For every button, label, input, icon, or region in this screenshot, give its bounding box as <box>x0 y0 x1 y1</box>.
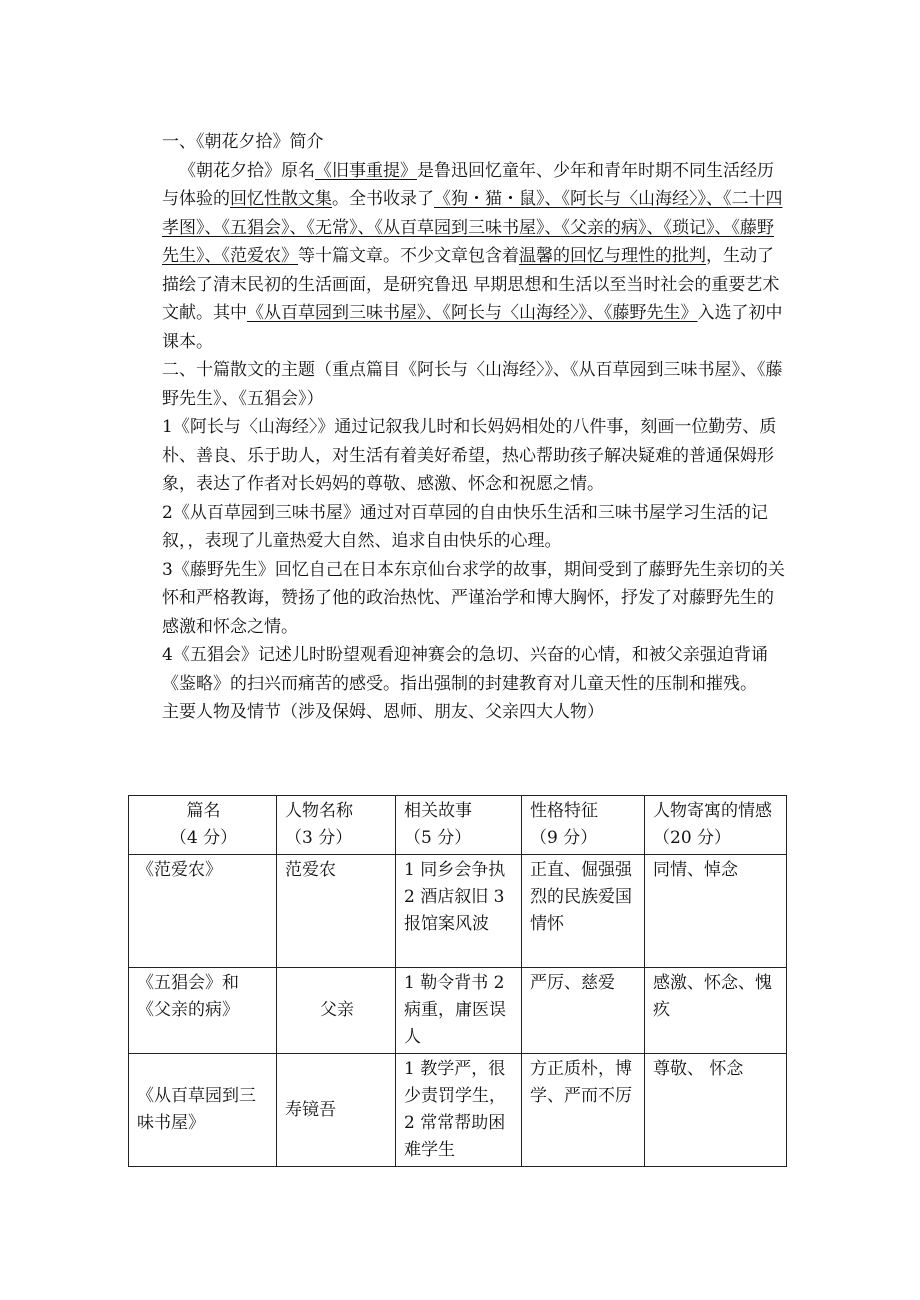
cell-title: 《五猖会》和《父亲的病》 <box>129 968 277 1054</box>
cell-traits: 严厉、慈爱 <box>522 968 645 1054</box>
intro-text-d: 等十篇文章。不少文章包含着 <box>298 246 519 266</box>
intro-text-b: 是鲁迅回忆童年、少年和青年时期不同生活经历与体验的 <box>162 160 774 209</box>
intro-text-a: 《朝花夕拾》原名 <box>179 160 315 181</box>
theme-item-3: 3《藤野先生》回忆自己在日本东京仙台求学的故事，期间受到了藤野先生亲切的关怀和严格教诲，赞扬了他的政治热忱、严谨治学和博大胸怀，抒发了对藤野先生的感激和怀念之情。 <box>162 559 785 637</box>
theme-item-4: 4《五猖会》记述儿时盼望观看迎神赛会的急切、兴奋的心情，和被父亲强迫背诵《鉴略》的扫兴而痛苦的感受。指出强制的封建教育对儿童天性的压制和摧残。 <box>162 645 768 694</box>
intro-text-f: 入选了初中课本。 <box>162 303 783 352</box>
cell-story: 1 同乡会争执 2 酒店叙旧 3 报馆案风波 <box>396 855 522 968</box>
textbook-essays-underlined: 《从百草园到三味书屋》、《阿长与〈山海经〉》、《藤野先生》 <box>247 303 698 323</box>
cell-traits: 方正质朴，博学、严而不厉 <box>522 1054 645 1167</box>
intro-text-e: ，生动了描绘了清末民初的生活画面，是研究鲁迅 早期思想和生活以至当时社会的重要艺术文献。其中 <box>162 246 780 323</box>
intro-paragraph <box>162 157 788 357</box>
characters-table <box>128 795 787 1167</box>
header-person: 人物名称 （3 分） <box>277 796 396 855</box>
cell-emotion: 同情、悼念 <box>645 855 787 968</box>
header-emotion: 人物寄寓的情感 （20 分） <box>645 796 787 855</box>
table-header-row <box>129 796 787 855</box>
essay-list-underlined: 《狗・猫・鼠》、《阿长与〈山海经〉》、《二十四孝图》、《五猖会》、《无常》、《从百草园到三味书屋》、《父亲的病》、《琐记》、《藤野先生》、《范爱农》 <box>162 189 783 266</box>
cell-person: 父亲 <box>277 968 396 1054</box>
header-story: 相关故事 （5 分） <box>396 796 522 855</box>
cell-story: 1 勒令背书 2 病重，庸医误人 <box>396 968 522 1054</box>
theme-item-1: 1《阿长与〈山海经〉》通过记叙我儿时和长妈妈相处的八件事，刻画一位勤劳、质朴、善良、乐于助人，对生活有着美好希望，热心帮助孩子解决疑难的普通保姆形象，表达了作者对长妈妈的尊敬、感激、怀念和祝愿之情。 <box>162 417 777 494</box>
header-title: 篇名 （4 分） <box>129 796 277 855</box>
table-caption: 主要人物及情节（涉及保姆、恩师、朋友、父亲四大人物） <box>162 702 604 722</box>
table-row <box>129 968 787 1054</box>
cell-person: 范爱农 <box>277 855 396 968</box>
table-row <box>129 1054 787 1167</box>
cell-traits: 正直、倔强强烈的民族爱国情怀 <box>522 855 645 968</box>
original-title-underlined: 《旧事重提》 <box>315 160 417 181</box>
genre-underlined: 回忆性散文集 <box>230 189 332 209</box>
intro-text-c: 。全书收录了 <box>332 189 434 209</box>
header-traits: 性格特征 （9 分） <box>522 796 645 855</box>
section-1-heading: 一、《朝花夕拾》简介 <box>162 132 324 152</box>
cell-person: 寿镜吾 <box>277 1054 396 1167</box>
document-body <box>162 128 788 727</box>
theme-underlined: 温馨的回忆与理性的批判 <box>519 246 706 266</box>
theme-item-2: 2《从百草园到三味书屋》通过对百草园的自由快乐生活和三味书屋学习生活的记叙，，表现了儿童热爱大自然、追求自由快乐的心理。 <box>162 502 768 551</box>
cell-emotion: 感激、怀念、愧疚 <box>645 968 787 1054</box>
cell-title: 《从百草园到三味书屋》 <box>129 1054 277 1167</box>
cell-title: 《范爱农》 <box>129 855 277 968</box>
table-row <box>129 855 787 968</box>
cell-story: 1 教学严，很少责罚学生，2 常常帮助困难学生 <box>396 1054 522 1167</box>
section-2-heading: 二、十篇散文的主题（重点篇目《阿长与〈山海经〉》、《从百草园到三味书屋》、《藤野先生》、《五猖会》） <box>162 360 783 409</box>
cell-emotion: 尊敬、 怀念 <box>645 1054 787 1167</box>
